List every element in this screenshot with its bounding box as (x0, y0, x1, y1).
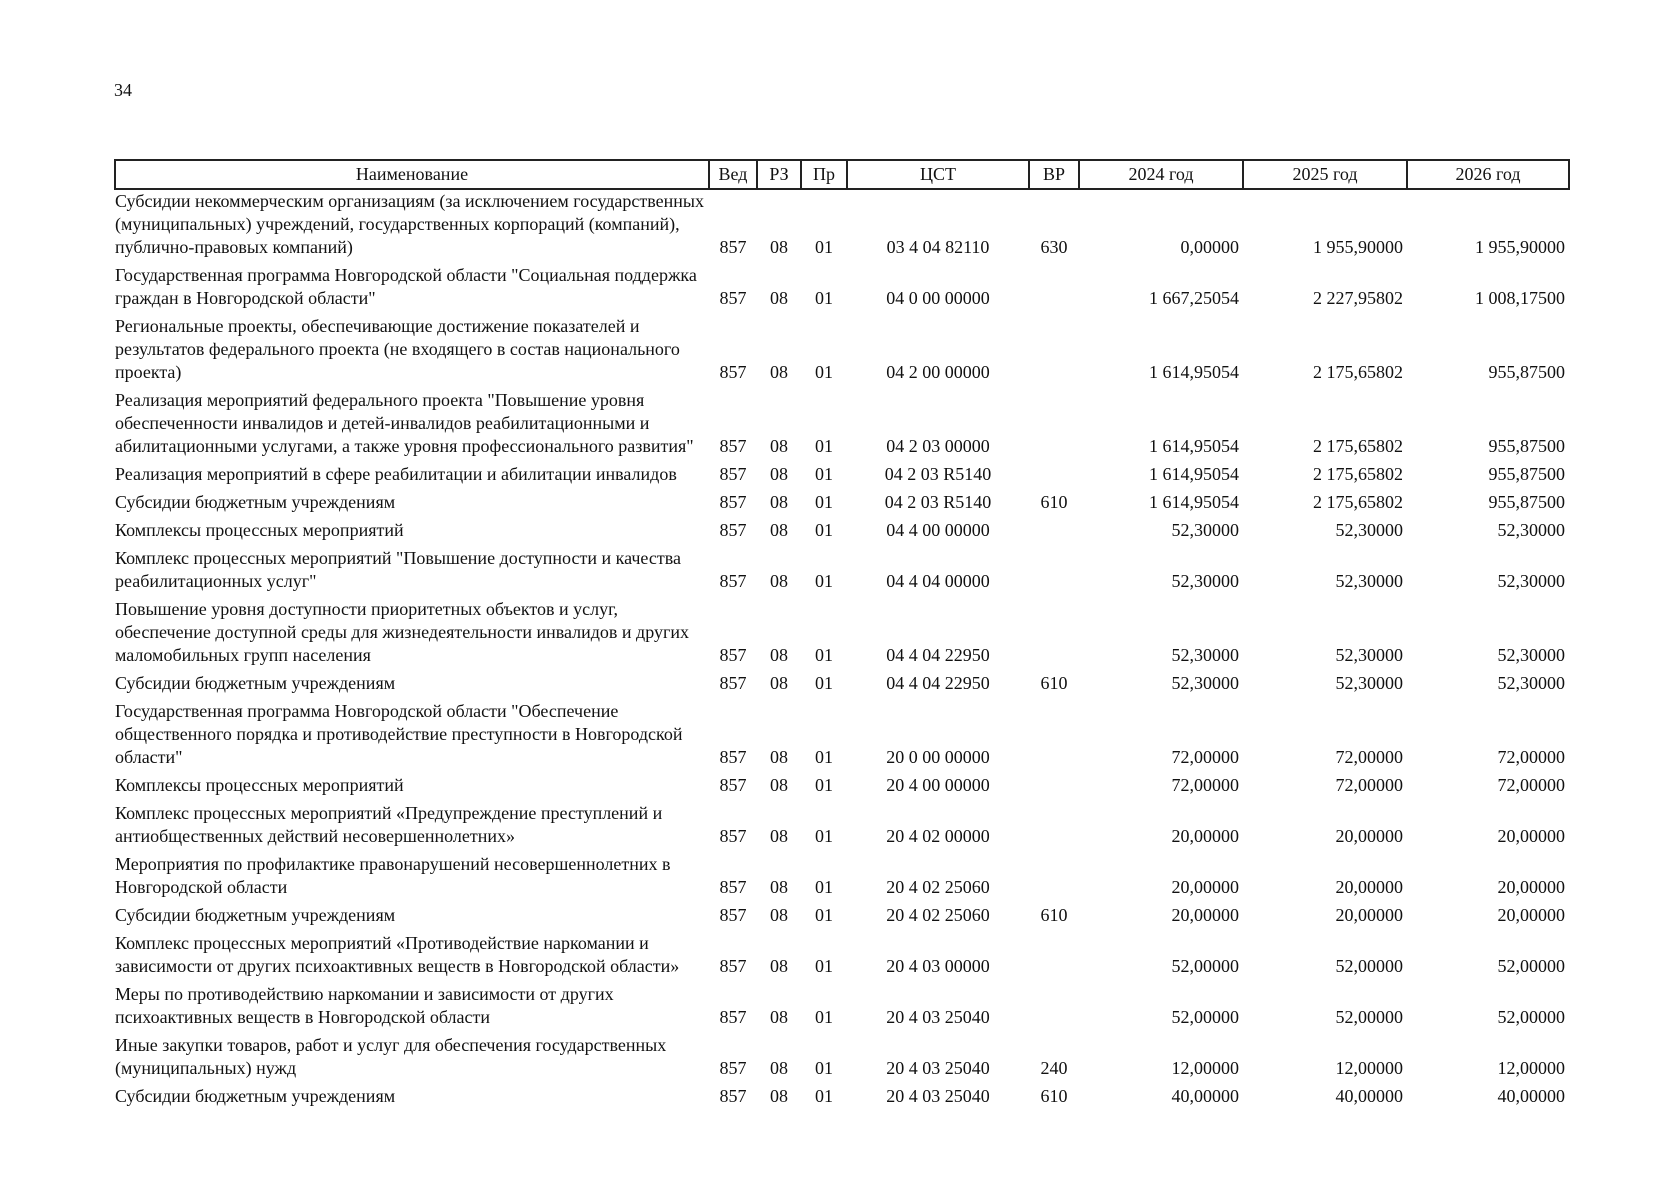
row-vr (1029, 797, 1079, 848)
row-rz: 08 (770, 905, 788, 925)
row-name: Государственная программа Новгородской области "Социальная поддержка граждан в Новгородской области" (115, 265, 697, 308)
row-name: Субсидии бюджетным учреждениям (115, 905, 396, 925)
row-rz: 08 (770, 571, 788, 591)
row-cst: 20 4 03 25040 (886, 1058, 990, 1078)
row-pr: 01 (815, 464, 833, 484)
row-cst: 04 4 00 00000 (886, 520, 990, 540)
row-pr: 01 (815, 436, 833, 456)
table-row (115, 458, 1569, 486)
table-body (115, 189, 1569, 1108)
row-name: Мероприятия по профилактике правонарушений несовершеннолетних в Новгородской области (115, 854, 671, 897)
row-2025: 72,00000 (1335, 747, 1403, 767)
row-2026: 955,87500 (1488, 492, 1565, 512)
row-ved: 857 (719, 1058, 747, 1078)
page-number: 34 (114, 80, 132, 100)
row-name: Реализация мероприятий федерального проекта "Повышение уровня обеспеченности инвалидов и детей-инвалидов реабилитационными и абилитационными услугами, а также уровня профессионального развития" (115, 390, 694, 456)
row-cst: 20 4 03 00000 (886, 956, 990, 976)
row-vr (1029, 458, 1079, 486)
row-2024: 1 614,95054 (1149, 464, 1239, 484)
row-vr (1029, 514, 1079, 542)
row-vr (1029, 310, 1079, 384)
table-row (115, 189, 1569, 259)
row-pr: 01 (815, 775, 833, 795)
row-cst: 20 0 00 00000 (886, 747, 990, 767)
row-rz: 08 (770, 1007, 788, 1027)
row-name: Субсидии бюджетным учреждениям (115, 1086, 396, 1106)
row-ved: 857 (719, 956, 747, 976)
row-2025: 1 955,90000 (1313, 237, 1403, 257)
row-vr: 610 (1040, 905, 1068, 925)
row-name: Государственная программа Новгородской области "Обеспечение общественного порядка и противодействие преступности в Новгородской области" (115, 701, 683, 767)
row-2026: 52,30000 (1497, 645, 1565, 665)
table-row (115, 259, 1569, 310)
row-ved: 857 (719, 237, 747, 257)
row-ved: 857 (719, 436, 747, 456)
table-row (115, 978, 1569, 1029)
row-vr (1029, 695, 1079, 769)
row-2025: 12,00000 (1335, 1058, 1403, 1078)
row-cst: 20 4 03 25040 (886, 1007, 990, 1027)
row-2025: 52,00000 (1335, 1007, 1403, 1027)
row-cst: 04 4 04 22950 (886, 645, 990, 665)
row-2025: 52,30000 (1335, 673, 1403, 693)
row-2026: 955,87500 (1488, 436, 1565, 456)
table-row (115, 486, 1569, 514)
row-rz: 08 (770, 956, 788, 976)
row-2024: 52,00000 (1171, 1007, 1239, 1027)
row-2026: 72,00000 (1497, 775, 1565, 795)
row-name: Региональные проекты, обеспечивающие достижение показателей и результатов федерального проекта (не входящего в состав национального проекта) (115, 316, 680, 382)
row-2026: 12,00000 (1497, 1058, 1565, 1078)
row-pr: 01 (815, 1007, 833, 1027)
row-ved: 857 (719, 673, 747, 693)
row-rz: 08 (770, 1086, 788, 1106)
row-2024: 72,00000 (1171, 775, 1239, 795)
row-vr (1029, 769, 1079, 797)
header-pr: Пр (801, 160, 847, 189)
row-ved: 857 (719, 775, 747, 795)
row-pr: 01 (815, 905, 833, 925)
row-name: Иные закупки товаров, работ и услуг для обеспечения государственных (муниципальных) нужд (115, 1035, 667, 1078)
row-ved: 857 (719, 362, 747, 382)
row-ved: 857 (719, 826, 747, 846)
row-2024: 0,00000 (1180, 237, 1239, 257)
row-vr (1029, 927, 1079, 978)
row-2025: 2 175,65802 (1313, 362, 1403, 382)
row-pr: 01 (815, 1086, 833, 1106)
row-2026: 20,00000 (1497, 877, 1565, 897)
row-rz: 08 (770, 436, 788, 456)
budget-table (114, 159, 1570, 1108)
row-ved: 857 (719, 520, 747, 540)
row-pr: 01 (815, 956, 833, 976)
row-ved: 857 (719, 645, 747, 665)
row-ved: 857 (719, 1007, 747, 1027)
table-row (115, 769, 1569, 797)
row-2024: 52,30000 (1171, 571, 1239, 591)
row-name: Реализация мероприятий в сфере реабилитации и абилитации инвалидов (115, 464, 677, 484)
row-pr: 01 (815, 571, 833, 591)
row-2025: 52,30000 (1335, 520, 1403, 540)
header-name: Наименование (115, 160, 709, 189)
row-2025: 2 227,95802 (1313, 288, 1403, 308)
row-vr: 610 (1040, 673, 1068, 693)
row-2026: 52,30000 (1497, 571, 1565, 591)
table-row (115, 1080, 1569, 1108)
row-cst: 20 4 02 25060 (886, 905, 990, 925)
row-ved: 857 (719, 492, 747, 512)
budget-table-container (114, 159, 1568, 1108)
row-ved: 857 (719, 905, 747, 925)
header-2025: 2025 год (1243, 160, 1407, 189)
row-cst: 04 2 03 R5140 (884, 464, 992, 484)
row-2025: 40,00000 (1335, 1086, 1403, 1106)
row-pr: 01 (815, 362, 833, 382)
row-cst: 04 4 04 22950 (886, 673, 990, 693)
table-row (115, 695, 1569, 769)
row-ved: 857 (719, 571, 747, 591)
row-rz: 08 (770, 237, 788, 257)
row-2026: 72,00000 (1497, 747, 1565, 767)
header-2026: 2026 год (1407, 160, 1569, 189)
row-vr (1029, 593, 1079, 667)
row-2025: 20,00000 (1335, 826, 1403, 846)
table-row (115, 310, 1569, 384)
row-2025: 52,00000 (1335, 956, 1403, 976)
header-2024: 2024 год (1079, 160, 1243, 189)
row-vr (1029, 542, 1079, 593)
row-2026: 955,87500 (1488, 464, 1565, 484)
header-row (115, 160, 1569, 189)
row-name: Субсидии некоммерческим организациям (за исключением государственных (муниципальных) учреждений, государственных корпораций (компаний), публично-правовых компаний) (115, 191, 705, 257)
row-cst: 20 4 02 00000 (886, 826, 990, 846)
row-name: Меры по противодействию наркомании и зависимости от других психоактивных веществ в Новгородской области (115, 984, 614, 1027)
row-2025: 2 175,65802 (1313, 464, 1403, 484)
row-2024: 52,30000 (1171, 645, 1239, 665)
row-rz: 08 (770, 520, 788, 540)
row-ved: 857 (719, 464, 747, 484)
row-ved: 857 (719, 747, 747, 767)
row-pr: 01 (815, 645, 833, 665)
row-pr: 01 (815, 237, 833, 257)
row-rz: 08 (770, 747, 788, 767)
row-cst: 20 4 03 25040 (886, 1086, 990, 1106)
header-vr: ВР (1029, 160, 1079, 189)
row-rz: 08 (770, 645, 788, 665)
table-header (115, 160, 1569, 189)
row-2024: 1 614,95054 (1149, 362, 1239, 382)
table-row (115, 797, 1569, 848)
row-cst: 04 0 00 00000 (886, 288, 990, 308)
row-cst: 03 4 04 82110 (886, 237, 990, 257)
row-name: Комплекс процессных мероприятий «Предупреждение преступлений и антиобщественных действий несовершеннолетних» (115, 803, 663, 846)
row-name: Комплекс процессных мероприятий "Повышение доступности и качества реабилитационных услуг" (115, 548, 681, 591)
row-cst: 04 2 03 00000 (886, 436, 990, 456)
row-vr: 630 (1040, 237, 1068, 257)
table-row (115, 927, 1569, 978)
row-cst: 20 4 00 00000 (886, 775, 990, 795)
table-row (115, 899, 1569, 927)
header-rz: РЗ (757, 160, 801, 189)
row-vr (1029, 848, 1079, 899)
row-name: Повышение уровня доступности приоритетных объектов и услуг, обеспечение доступной среды для жизнедеятельности инвалидов и других маломобильных групп населения (115, 599, 689, 665)
row-cst: 04 2 03 R5140 (884, 492, 992, 512)
row-2026: 955,87500 (1488, 362, 1565, 382)
table-row (115, 514, 1569, 542)
row-vr: 610 (1040, 1086, 1068, 1106)
row-2024: 52,30000 (1171, 673, 1239, 693)
row-2025: 72,00000 (1335, 775, 1403, 795)
row-name: Комплекс процессных мероприятий «Противодействие наркомании и зависимости от других психоактивных веществ в Новгородской области» (115, 933, 680, 976)
row-2025: 52,30000 (1335, 571, 1403, 591)
table-row (115, 384, 1569, 458)
table-row (115, 1029, 1569, 1080)
row-2024: 20,00000 (1171, 826, 1239, 846)
row-2026: 52,30000 (1497, 673, 1565, 693)
header-ved: Вед (709, 160, 757, 189)
row-rz: 08 (770, 362, 788, 382)
row-2024: 52,30000 (1171, 520, 1239, 540)
table-row (115, 593, 1569, 667)
row-2026: 20,00000 (1497, 826, 1565, 846)
row-ved: 857 (719, 877, 747, 897)
row-ved: 857 (719, 288, 747, 308)
row-2024: 12,00000 (1171, 1058, 1239, 1078)
row-pr: 01 (815, 826, 833, 846)
row-2024: 72,00000 (1171, 747, 1239, 767)
row-vr (1029, 259, 1079, 310)
row-2026: 40,00000 (1497, 1086, 1565, 1106)
row-2025: 2 175,65802 (1313, 436, 1403, 456)
row-name: Субсидии бюджетным учреждениям (115, 673, 396, 693)
row-pr: 01 (815, 288, 833, 308)
row-2026: 52,30000 (1497, 520, 1565, 540)
row-pr: 01 (815, 673, 833, 693)
row-cst: 20 4 02 25060 (886, 877, 990, 897)
row-rz: 08 (770, 877, 788, 897)
table-row (115, 542, 1569, 593)
row-name: Комплексы процессных мероприятий (115, 520, 404, 540)
row-rz: 08 (770, 492, 788, 512)
row-cst: 04 4 04 00000 (886, 571, 990, 591)
row-2026: 20,00000 (1497, 905, 1565, 925)
row-pr: 01 (815, 492, 833, 512)
row-rz: 08 (770, 673, 788, 693)
row-rz: 08 (770, 775, 788, 795)
row-ved: 857 (719, 1086, 747, 1106)
row-2024: 20,00000 (1171, 877, 1239, 897)
table-row (115, 667, 1569, 695)
row-2025: 20,00000 (1335, 905, 1403, 925)
row-2025: 2 175,65802 (1313, 492, 1403, 512)
row-2026: 1 008,17500 (1475, 288, 1565, 308)
row-2024: 1 667,25054 (1149, 288, 1239, 308)
row-vr: 240 (1040, 1058, 1068, 1078)
row-2024: 20,00000 (1171, 905, 1239, 925)
row-2026: 52,00000 (1497, 1007, 1565, 1027)
row-vr (1029, 384, 1079, 458)
row-2024: 1 614,95054 (1149, 492, 1239, 512)
row-rz: 08 (770, 1058, 788, 1078)
row-rz: 08 (770, 288, 788, 308)
row-2024: 1 614,95054 (1149, 436, 1239, 456)
row-name: Комплексы процессных мероприятий (115, 775, 404, 795)
row-2024: 40,00000 (1171, 1086, 1239, 1106)
row-cst: 04 2 00 00000 (886, 362, 990, 382)
row-vr: 610 (1040, 492, 1068, 512)
row-pr: 01 (815, 520, 833, 540)
row-pr: 01 (815, 1058, 833, 1078)
row-2025: 20,00000 (1335, 877, 1403, 897)
row-pr: 01 (815, 747, 833, 767)
header-cst: ЦСТ (847, 160, 1029, 189)
row-vr (1029, 978, 1079, 1029)
row-2026: 1 955,90000 (1475, 237, 1565, 257)
table-row (115, 848, 1569, 899)
row-2026: 52,00000 (1497, 956, 1565, 976)
row-name: Субсидии бюджетным учреждениям (115, 492, 396, 512)
row-pr: 01 (815, 877, 833, 897)
row-2025: 52,30000 (1335, 645, 1403, 665)
row-2024: 52,00000 (1171, 956, 1239, 976)
row-rz: 08 (770, 826, 788, 846)
row-rz: 08 (770, 464, 788, 484)
